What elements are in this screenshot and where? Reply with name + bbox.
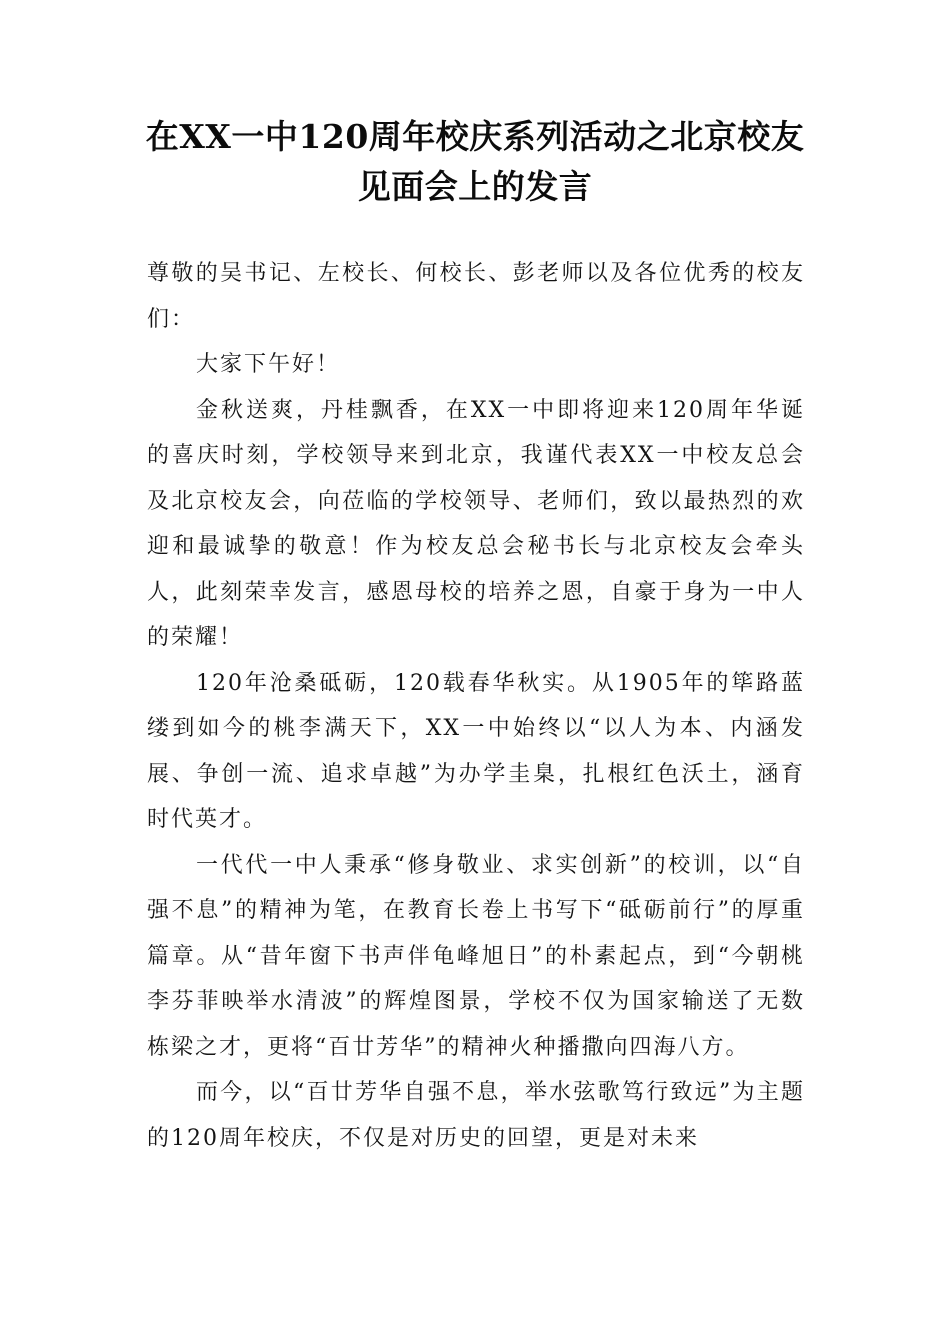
paragraph: 一代代一中人秉承“修身敬业、求实创新”的校训，以“自强不息”的精神为笔，在教育长卷上书写下“砥砺前行”的厚重篇章。从“昔年窗下书声伴龟峰旭日”的朴素起点，到“今朝桃李芬菲映举水清波”的辉煌图景，学校不仅为国家输送了无数栋梁之才，更将“百廿芳华”的精神火种播撒向四海八方。 bbox=[147, 852, 805, 1060]
document-body bbox=[147, 251, 805, 1161]
paragraph: 而今，以“百廿芳华自强不息，举水弦歌笃行致远”为主题的120周年校庆，不仅是对历史的回望，更是对未来 bbox=[147, 1080, 805, 1151]
paragraph: 120年沧桑砥砺，120载春华秋实。从1905年的筚路蓝缕到如今的桃李满天下，XX一中始终以“以人为本、内涵发展、争创一流、追求卓越”为办学圭臬，扎根红色沃土，涵育时代英才。 bbox=[147, 670, 805, 832]
paragraph: 金秋送爽，丹桂飘香，在XX一中即将迎来120周年华诞的喜庆时刻，学校领导来到北京，我谨代表XX一中校友总会及北京校友会，向莅临的学校领导、老师们，致以最热烈的欢迎和最诚挚的敬意！作为校友总会秘书长与北京校友会牵头人，此刻荣幸发言，感恩母校的培养之恩，自豪于身为一中人的荣耀！ bbox=[147, 397, 805, 650]
document-title: 在XX一中120周年校庆系列活动之北京校友见面会上的发言 bbox=[145, 117, 805, 206]
salutation: 尊敬的吴书记、左校长、何校长、彭老师以及各位优秀的校友们： bbox=[147, 261, 805, 332]
greeting: 大家下午好！ bbox=[196, 352, 341, 377]
